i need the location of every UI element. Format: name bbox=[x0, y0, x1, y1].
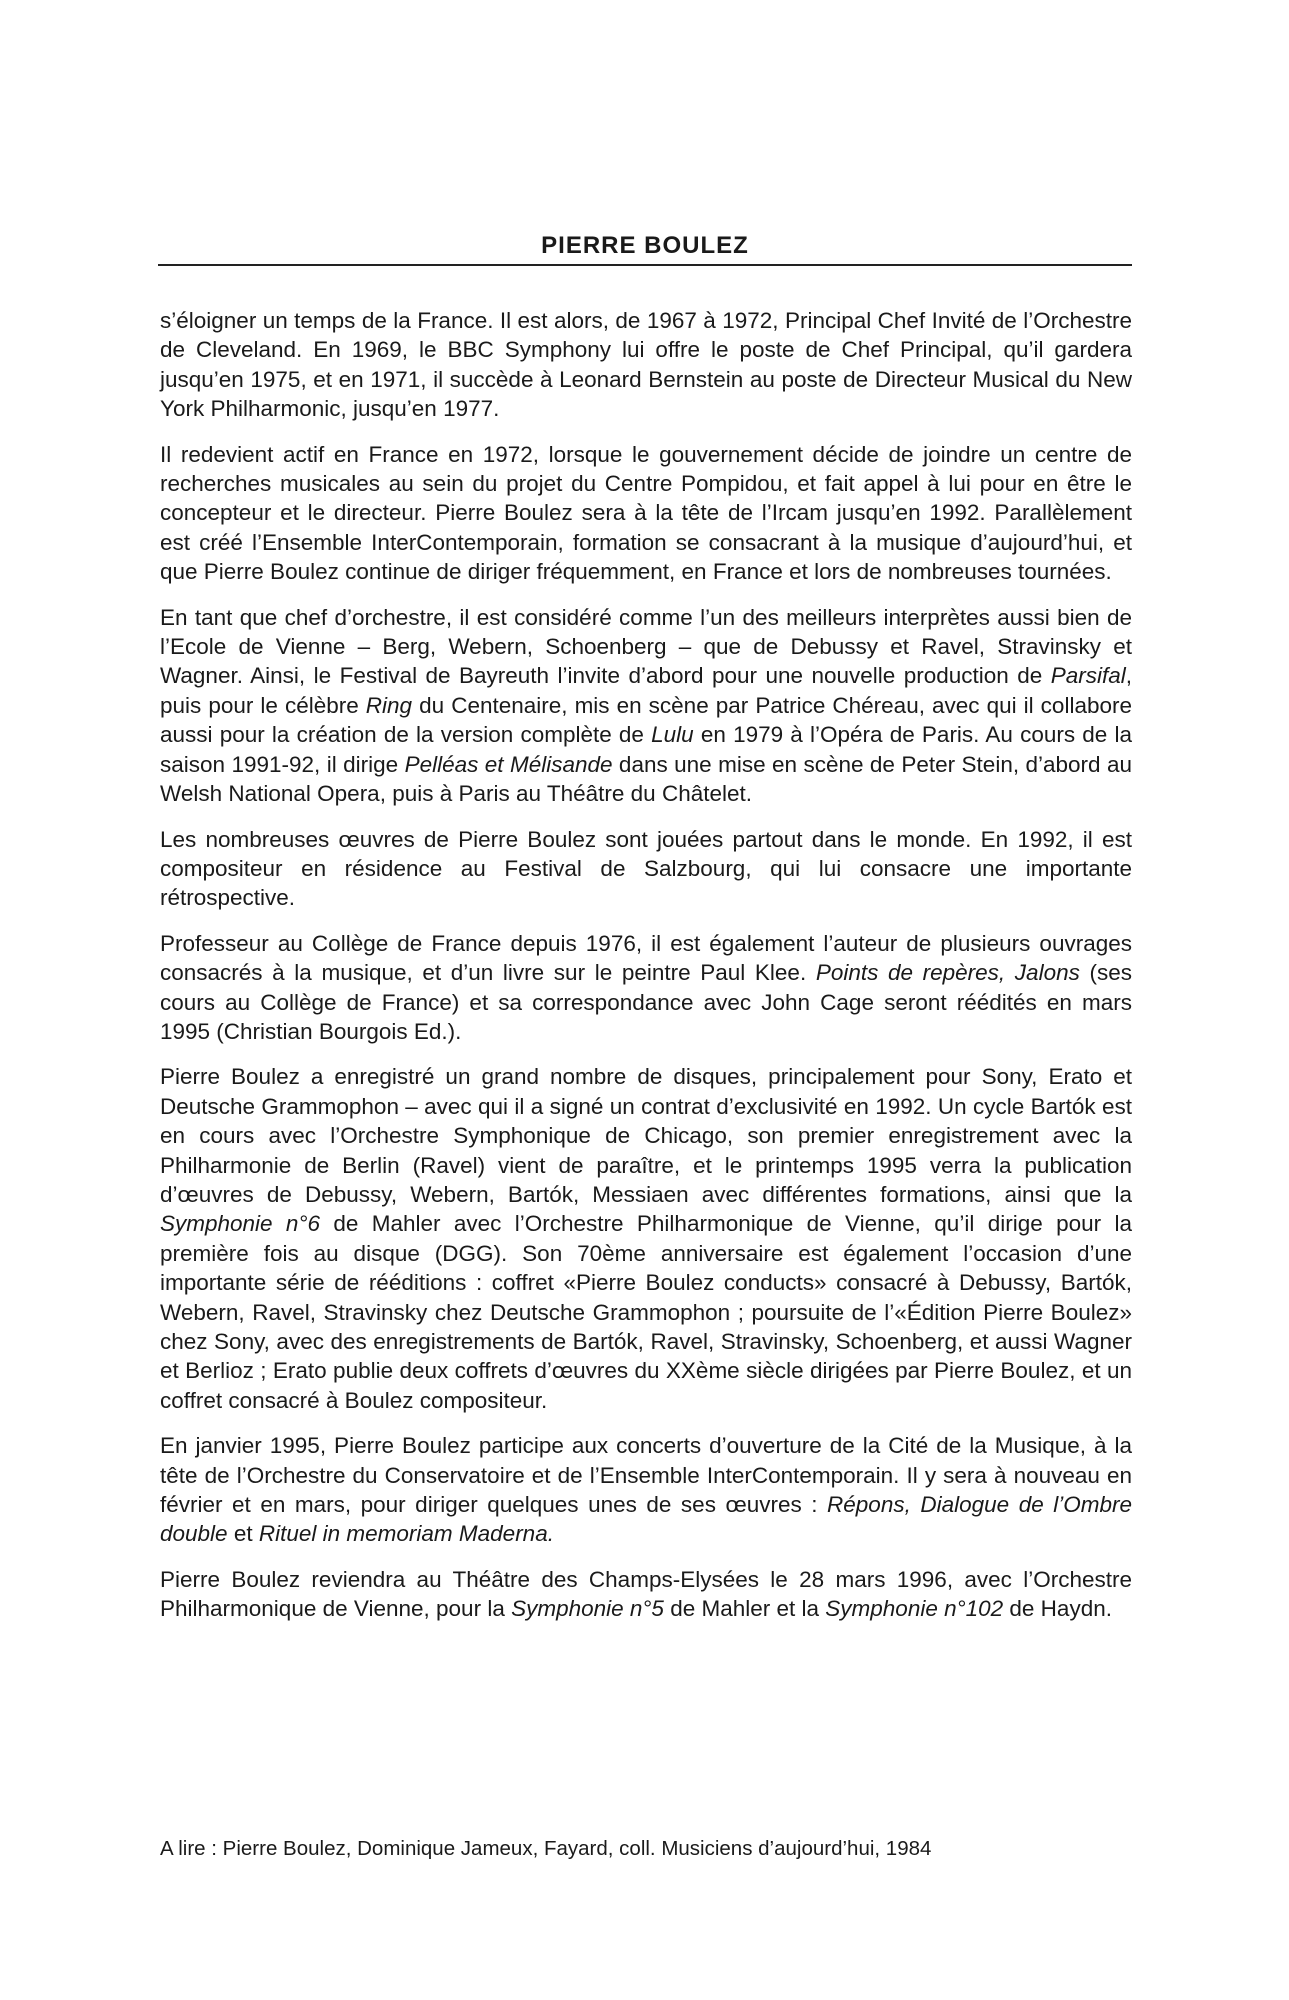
paragraph-text: de Mahler et la bbox=[663, 1596, 826, 1622]
italic-title-text: Rituel in memoriam Maderna. bbox=[258, 1521, 554, 1547]
paragraph-text: s’éloigner un temps de la France. Il est alors, de 1967 à 1972, Principal Chef Invité de l’Orchestre de Cleveland. En 1969, le BBC Symphony lui offre le poste de Chef Principal, qu’il gardera jusqu’en 1975, et en 1971, il succède à Leonard Bernstein au poste de Directeur Musical du New York Philharmonic, jusqu’en 1977. bbox=[160, 308, 1132, 422]
italic-title-text: Ring bbox=[365, 692, 413, 718]
body-paragraph bbox=[160, 1062, 1132, 1415]
document-body bbox=[160, 306, 1132, 1640]
paragraph-text: du Centenaire, mis en scène par Patrice Chéreau, avec qui il collabore aussi pour la création de la version complète de bbox=[160, 692, 1132, 748]
body-paragraph bbox=[160, 1565, 1132, 1624]
paragraph-text: En janvier 1995, Pierre Boulez participe aux concerts d’ouverture de la Cité de la Musique, à la tête de l’Orchestre du Conservatoire et de l’Ensemble InterContemporain. Il y sera à nouveau en février et en mars, pour diriger quelques unes de ses œuvres : bbox=[160, 1433, 1132, 1518]
italic-title-text: Pelléas et Mélisande bbox=[404, 751, 613, 777]
paragraph-text: en 1979 à l’Opéra de Paris. Au cours de la saison 1991-92, il dirige bbox=[160, 722, 1132, 777]
paragraph-text: de Haydn. bbox=[1003, 1596, 1112, 1622]
body-paragraph bbox=[160, 825, 1132, 913]
further-reading-note: A lire : Pierre Boulez, Dominique Jameux, Fayard, coll. Musiciens d’aujourd’hui, 1984 bbox=[160, 1837, 932, 1860]
body-paragraph bbox=[160, 603, 1132, 809]
italic-title-text: Symphonie n°6 bbox=[160, 1211, 320, 1237]
page-header bbox=[158, 230, 1132, 266]
paragraph-text: Professeur au Collège de France depuis 1976, il est également l’auteur de plusieurs ouvrages consacrés à la musique, et d’un livre sur le peintre Paul Klee. bbox=[160, 930, 1132, 986]
italic-title-text: Lulu bbox=[651, 722, 694, 748]
italic-title-text: Parsifal bbox=[1050, 663, 1126, 689]
paragraph-text: Pierre Boulez a enregistré un grand nombre de disques, principalement pour Sony, Erato et Deutsche Grammophon – avec qui il a signé un contrat d’exclusivité en 1992. Un cycle Bartók est en cours avec l’Orchestre Symphonique de Chicago, son premier enregistrement avec la Philharmonie de Berlin (Ravel) vient de paraître, et le printemps 1995 verra la publication d’œuvres de Debussy, Webern, Bartók, Messiaen avec différentes formations, ainsi que la bbox=[160, 1064, 1132, 1207]
paragraph-text: de Mahler avec l’Orchestre Philharmonique de Vienne, qu’il dirige pour la première fois au disque (DGG). Son 70ème anniversaire est également l’occasion d’une importante série de rééditions : coffret «Pierre Boulez conducts» consacré à Debussy, Bartók, Webern, Ravel, Stravinsky chez Deutsche Grammophon ; poursuite de l’«Édition Pierre Boulez» chez Sony, avec des enregistrements de Bartók, Ravel, Stravinsky, Schoenberg, et aussi Wagner et Berlioz ; Erato publie deux coffrets d’œuvres du XXème siècle dirigées par Pierre Boulez, et un coffret consacré à Boulez compositeur. bbox=[160, 1211, 1133, 1413]
paragraph-text: Pierre Boulez reviendra au Théâtre des Champs-Elysées le 28 mars 1996, avec l’Orchestre Philharmonique de Vienne, pour la bbox=[160, 1566, 1132, 1622]
paragraph-text: dans une mise en scène de Peter Stein, d’abord au Welsh National Opera, puis à Paris au Théâtre du Châtelet. bbox=[160, 751, 1132, 807]
paragraph-text: Les nombreuses œuvres de Pierre Boulez sont jouées partout dans le monde. En 1992, il est compositeur en résidence au Festival de Salzbourg, qui lui consacre une importante rétrospective. bbox=[160, 826, 1132, 911]
document-page bbox=[158, 0, 1132, 2000]
body-paragraph bbox=[160, 929, 1132, 1047]
paragraph-text: En tant que chef d’orchestre, il est considéré comme l’un des meilleurs interprètes aussi bien de l’Ecole de Vienne – Berg, Webern, Schoenberg – que de Debussy et Ravel, Stravinsky et Wagner. Ainsi, le Festival de Bayreuth l’invite d’abord pour une nouvelle production de bbox=[160, 604, 1132, 689]
paragraph-text: , puis pour le célèbre bbox=[160, 663, 1132, 718]
italic-title-text: Symphonie n°5 bbox=[511, 1596, 664, 1622]
body-paragraph bbox=[160, 1431, 1132, 1549]
body-paragraph bbox=[160, 306, 1132, 424]
paragraph-text: Il redevient actif en France en 1972, lorsque le gouvernement décide de joindre un centre de recherches musicales au sein du projet du Centre Pompidou, et fait appel à lui pour en être le concepteur et le directeur. Pierre Boulez sera à la tête de l’Ircam jusqu’en 1992. Parallèlement est créé l’Ensemble InterContemporain, formation se consacrant à la musique d’aujourd’hui, et que Pierre Boulez continue de diriger fréquemment, en France et lors de nombreuses tournées. bbox=[160, 441, 1132, 585]
body-paragraph bbox=[160, 440, 1132, 587]
page-title: PIERRE BOULEZ bbox=[541, 232, 749, 259]
italic-title-text: Points de repères, Jalons bbox=[815, 960, 1080, 986]
italic-title-text: Répons, Dialogue de l’Ombre double bbox=[160, 1492, 1132, 1547]
italic-title-text: Symphonie n°102 bbox=[825, 1596, 1004, 1622]
paragraph-text: (ses cours au Collège de France) et sa correspondance avec John Cage seront réédités en mars 1995 (Christian Bourgois Ed.). bbox=[160, 960, 1132, 1044]
paragraph-text: et bbox=[227, 1521, 259, 1547]
